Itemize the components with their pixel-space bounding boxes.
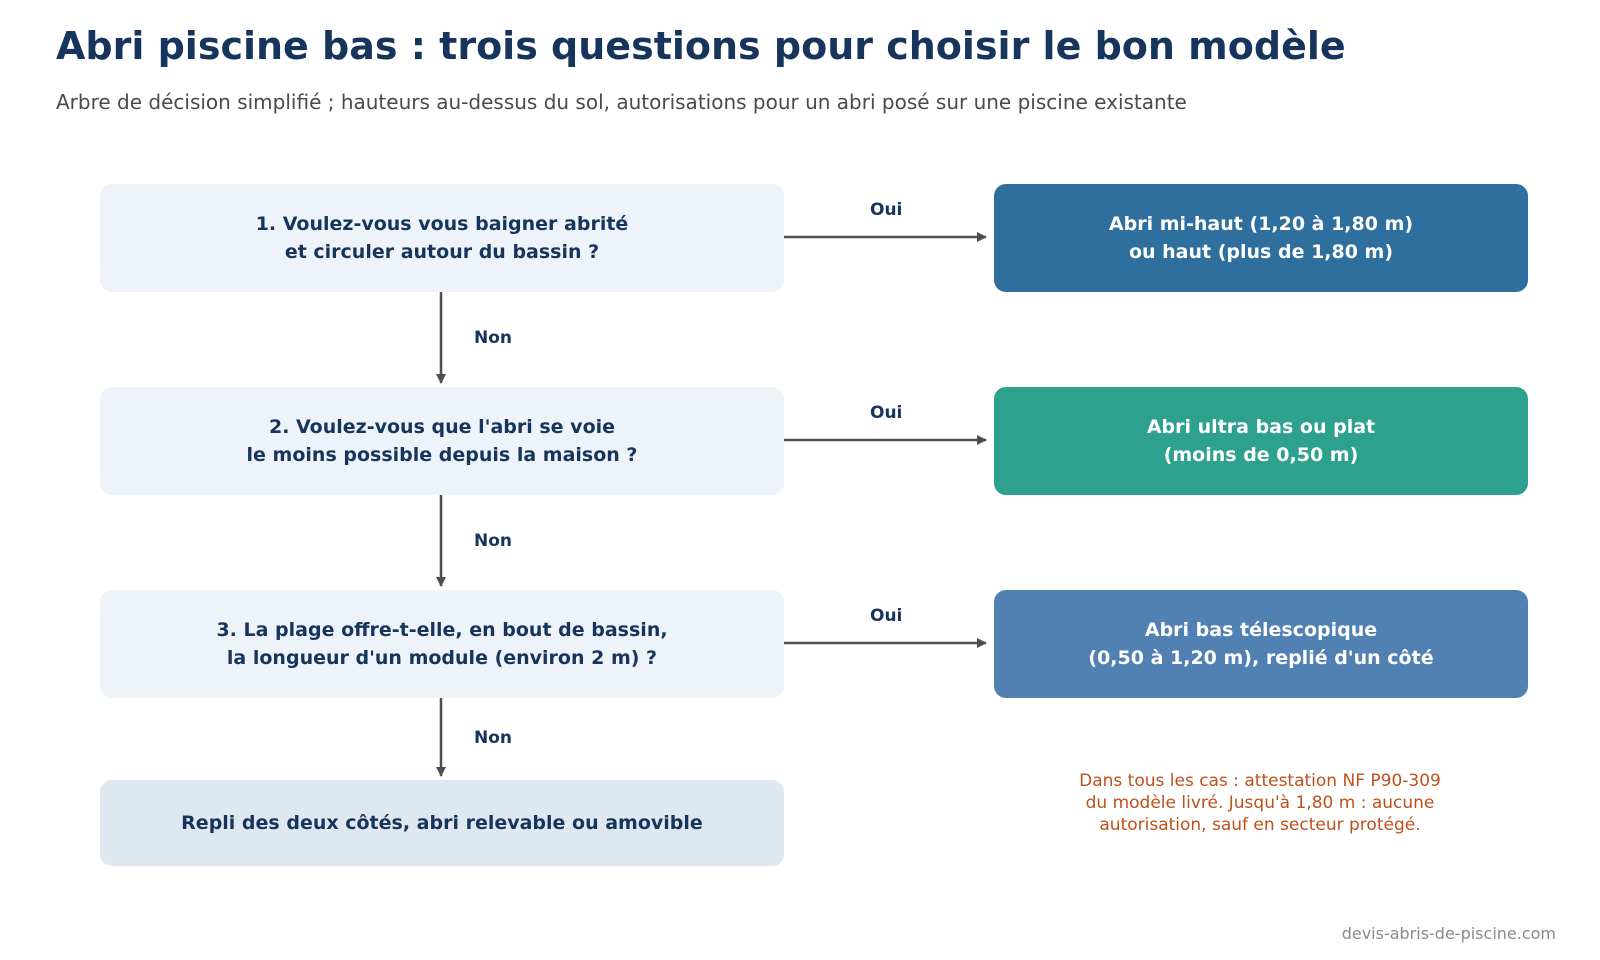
label-no-1: Non bbox=[474, 328, 513, 348]
page-title: Abri piscine bas : trois questions pour choisir le bon modèle bbox=[56, 24, 1346, 68]
result-2-line1: Abri ultra bas ou plat bbox=[1146, 416, 1376, 438]
page-subtitle: Arbre de décision simplifié ; hauteurs au-dessus du sol, autorisations pour un abri posé sur une piscine existante bbox=[56, 90, 1187, 114]
note-line2: du modèle livré. Jusqu'à 1,80 m : aucune bbox=[1085, 793, 1435, 813]
question-1-line2: et circuler autour du bassin ? bbox=[284, 241, 600, 263]
note-line3: autorisation, sauf en secteur protégé. bbox=[1099, 815, 1421, 835]
final-answer-text: Repli des deux côtés, abri relevable ou amovible bbox=[181, 812, 703, 834]
result-3-line2: (0,50 à 1,20 m), replié d'un côté bbox=[1088, 647, 1434, 669]
label-yes-1: Oui bbox=[870, 200, 903, 220]
question-3-line2: la longueur d'un module (environ 2 m) ? bbox=[226, 647, 658, 669]
label-no-3: Non bbox=[474, 728, 513, 748]
question-1-line1: 1. Voulez-vous vous baigner abrité bbox=[255, 213, 629, 235]
result-1-line1: Abri mi-haut (1,20 à 1,80 m) bbox=[1108, 213, 1414, 235]
question-2-line2: le moins possible depuis la maison ? bbox=[246, 444, 638, 466]
label-no-2: Non bbox=[474, 531, 513, 551]
regulation-note bbox=[1010, 770, 1510, 836]
source-footer: devis-abris-de-piscine.com bbox=[1341, 924, 1556, 943]
label-yes-3: Oui bbox=[870, 606, 903, 626]
result-1-line2: ou haut (plus de 1,80 m) bbox=[1128, 241, 1394, 263]
question-3-line1: 3. La plage offre-t-elle, en bout de bassin, bbox=[216, 619, 668, 641]
question-box-2 bbox=[100, 387, 784, 495]
result-box-1 bbox=[994, 184, 1528, 292]
note-line1: Dans tous les cas : attestation NF P90-309 bbox=[1079, 771, 1441, 791]
result-box-2 bbox=[994, 387, 1528, 495]
result-box-3 bbox=[994, 590, 1528, 698]
question-box-3 bbox=[100, 590, 784, 698]
result-3-line1: Abri bas télescopique bbox=[1144, 619, 1378, 641]
final-answer-box bbox=[100, 780, 784, 866]
result-2-line2: (moins de 0,50 m) bbox=[1163, 444, 1359, 466]
question-box-1 bbox=[100, 184, 784, 292]
question-2-line1: 2. Voulez-vous que l'abri se voie bbox=[268, 416, 616, 438]
label-yes-2: Oui bbox=[870, 403, 903, 423]
